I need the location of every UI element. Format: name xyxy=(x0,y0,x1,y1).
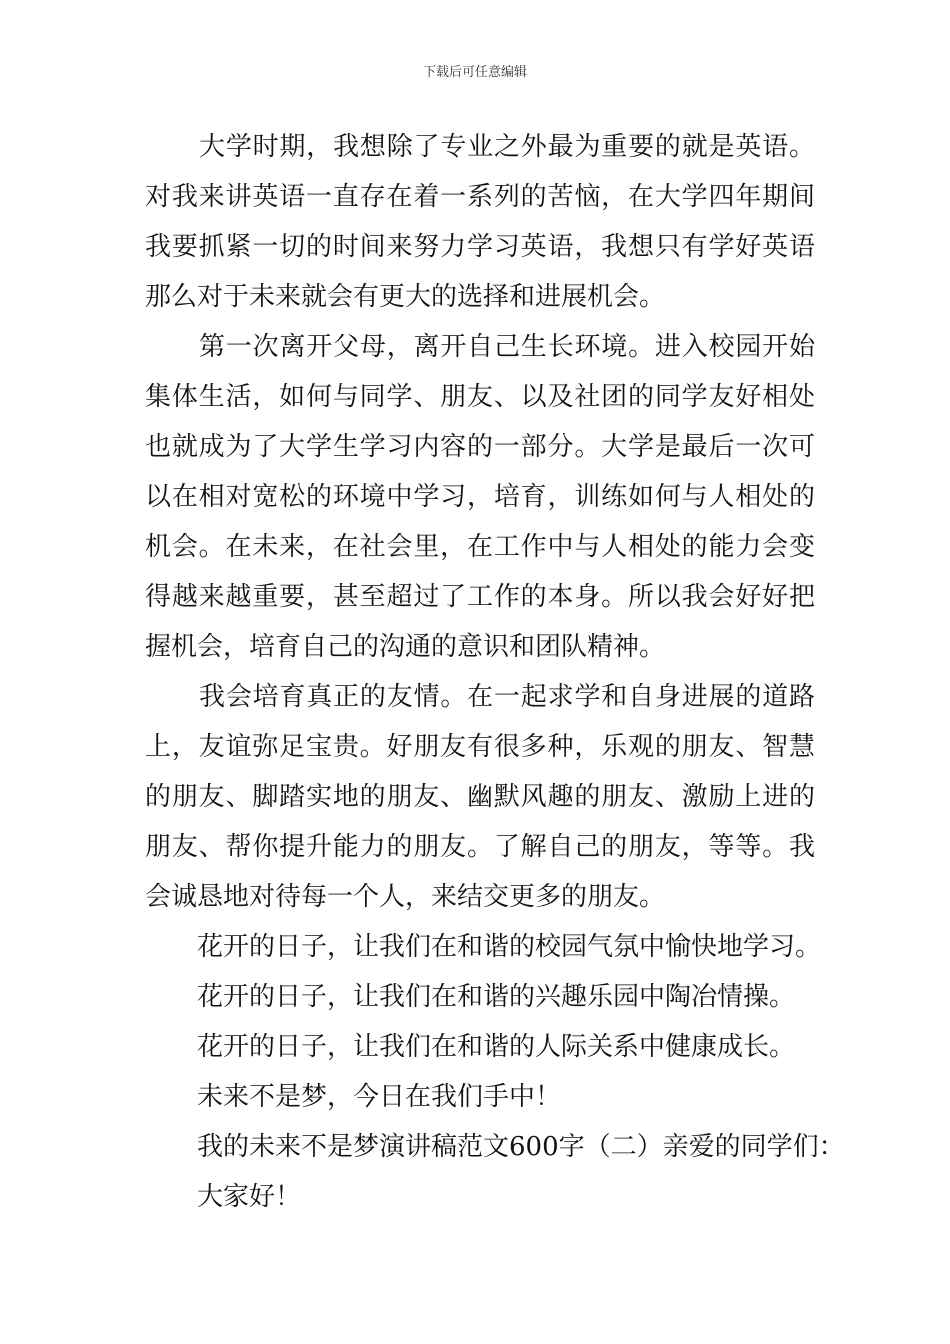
line-relationships: 花开的日子，让我们在和谐的人际关系中健康成长。 xyxy=(197,1032,796,1062)
paragraph-friendship: 我会培育真正的友情。在一起求学和自身进展的道路上，友谊弥足宝贵。好朋友有很多种，乐观的朋友、智慧的朋友、脚踏实地的朋友、幽默风趣的朋友、激励上进的朋友、帮你提升能力的朋友。了解自己的朋友，等等。我会诚恳地对待每一个人，来结交更多的朋友。 xyxy=(145,682,815,912)
line-future-dream: 未来不是梦，今日在我们手中！ xyxy=(197,1082,562,1112)
line-interest-garden: 花开的日子，让我们在和谐的兴趣乐园中陶冶情操。 xyxy=(197,982,796,1012)
line-speech-title: 我的未来不是梦演讲稿范文600字（二）亲爱的同学们： xyxy=(197,1132,845,1162)
paragraph-social-skills: 第一次离开父母，离开自己生长环境。进入校园开始集体生活，如何与同学、朋友、以及社团的同学友好相处也就成为了大学生学习内容的一部分。大学是最后一次可以在相对宽松的环境中学习，培育，训练如何与人相处的机会。在未来，在社会里，在工作中与人相处的能力会变得越来越重要，甚至超过了工作的本身。所以我会好好把握机会，培育自己的沟通的意识和团队精神。 xyxy=(145,332,815,662)
page-header-note: 下载后可任意编辑 xyxy=(422,65,527,80)
line-greeting: 大家好！ xyxy=(197,1182,302,1212)
document-body xyxy=(145,122,845,1222)
line-campus-study: 花开的日子，让我们在和谐的校园气氛中愉快地学习。 xyxy=(197,932,822,962)
paragraph-english-study: 大学时期，我想除了专业之外最为重要的就是英语。对我来讲英语一直存在着一系列的苦恼，在大学四年期间我要抓紧一切的时间来努力学习英语，我想只有学好英语那么对于未来就会有更大的选择和进展机会。 xyxy=(145,132,815,312)
